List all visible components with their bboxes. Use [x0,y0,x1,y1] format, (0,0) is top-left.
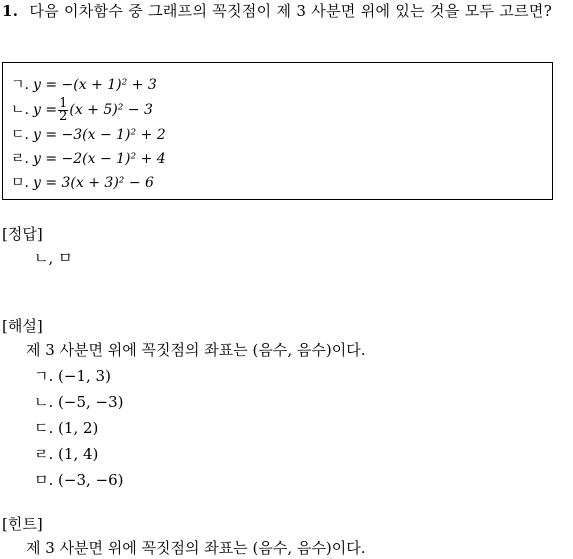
choice-item [11,73,552,97]
hint-text: 제 3 사분면 위에 꼭짓점의 좌표는 (음수, 음수)이다. [26,539,366,557]
row-label: ㄹ. [34,445,54,463]
explanation-intro: 제 3 사분면 위에 꼭짓점의 좌표는 (음수, 음수)이다. [26,341,366,359]
row-coord: (1, 2) [58,419,99,437]
row-label: ㅁ. [34,471,54,489]
explanation-row [34,418,98,438]
choices-box [2,62,553,200]
choice-equation: y = 3(x + 3)² − 6 [32,175,154,191]
choice-equation: y = −(x + 1)² + 3 [32,77,157,93]
choice-item [11,97,552,123]
choice-label: ㄹ. [11,151,29,167]
row-label: ㄷ. [34,419,54,437]
question-text: 다음 이차함수 중 그래프의 꼭짓점이 제 3 사분면 위에 있는 것을 모두 고르면? [29,2,553,20]
choice-equation-post: (x + 5)² − 3 [69,102,153,118]
row-coord: (1, 4) [58,445,99,463]
fraction [58,95,68,124]
explanation-row [34,444,98,464]
answer-title: [정답] [2,225,43,243]
row-label: ㄱ. [34,367,54,385]
choice-equation: y = −3(x − 1)² + 2 [32,127,166,143]
choice-item [11,123,552,147]
choice-equation-pre: y = [32,102,58,118]
choice-label: ㅁ. [11,175,29,191]
fraction-numerator: 1 [59,95,68,111]
question-number: 1. [2,2,19,20]
choice-item [11,171,552,195]
row-label: ㄴ. [34,393,54,411]
choice-item [11,147,552,171]
question [2,0,570,22]
choice-label: ㄷ. [11,127,29,143]
hint-title: [힌트] [2,515,43,533]
row-coord: (−3, −6) [58,471,124,489]
choice-equation: y = −2(x − 1)² + 4 [32,151,166,167]
row-coord: (−5, −3) [58,393,124,411]
explanation-row [34,366,111,386]
explanation-title: [해설] [2,317,43,335]
explanation-row [34,392,124,412]
choice-label: ㄴ. [11,102,29,118]
choice-label: ㄱ. [11,77,29,93]
explanation-row [34,470,124,490]
answer-value: ㄴ, ㅁ [34,249,73,267]
fraction-denominator: 2 [59,108,68,124]
row-coord: (−1, 3) [58,367,111,385]
